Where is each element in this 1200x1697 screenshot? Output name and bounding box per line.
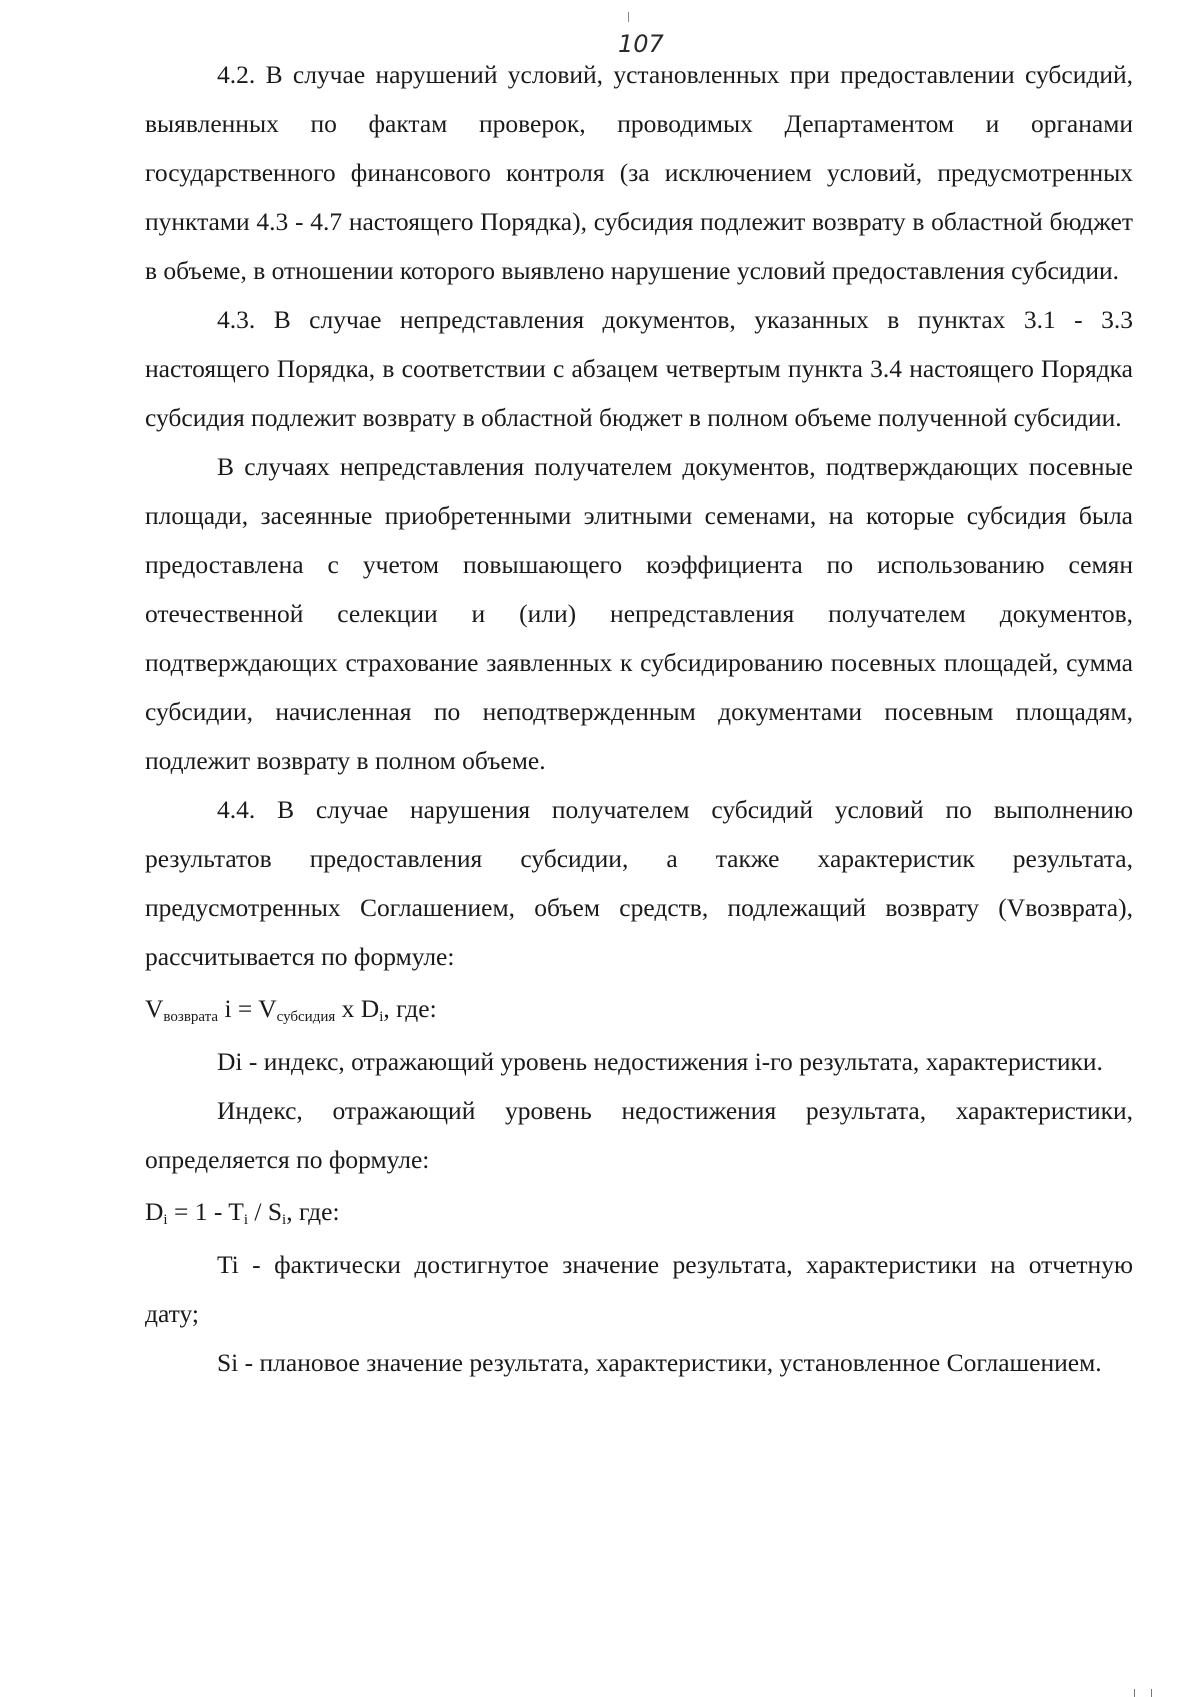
definition-si: Si - плановое значение результата, характеристики, установленное Соглашением. bbox=[217, 1348, 1102, 1377]
formula-v-return: $V_{возврата}$ $i = V_{субсидия}$ x $D_i$, где: bbox=[145, 994, 437, 1025]
formula-di: $D_i = 1 - T_i / S_i$, где: bbox=[145, 1197, 340, 1228]
scan-tick-mark bbox=[628, 12, 629, 22]
paragraph-4-3: 4.3. В случае непредставления документов, указанных в пунктах 3.1 - 3.3 настоящего Порядка, в соответствии с абзацем четвертым пункта 3.4 настоящего Порядка субсидия подлежит возврату в областной бюджет в полном объеме полученной субсидии. bbox=[145, 305, 1133, 432]
scan-edge-mark bbox=[1134, 1689, 1152, 1697]
paragraph-4-4: 4.4. В случае нарушения получателем субсидий условий по выполнению результатов предоставления субсидии, а также характеристик результата, предусмотренных Соглашением, объем средств, подлежащий возврату (Vвозврата), рассчитывается по формуле: bbox=[145, 795, 1133, 971]
paragraph-4-2: 4.2. В случае нарушений условий, установленных при предоставлении субсидий, выявленных по фактам проверок, проводимых Департаментом и органами государственного финансового контроля (за исключением условий, предусмотренных пунктами 4.3 - 4.7 настоящего Порядка), субсидия подлежит возврату в областной бюджет в объеме, в отношении которого выявлено нарушение условий предоставления субсидии. bbox=[145, 60, 1133, 285]
document-body bbox=[145, 50, 1133, 1387]
page-number: 107 bbox=[618, 30, 664, 58]
definition-ti: Ti - фактически достигнутое значение результата, характеристики на отчетную дату; bbox=[145, 1250, 1133, 1328]
definition-di: Di - индекс, отражающий уровень недостижения i-го результата, характеристики. bbox=[217, 1047, 1103, 1076]
paragraph-4-3-continuation: В случаях непредставления получателем документов, подтверждающих посевные площади, засеянные приобретенными элитными семенами, на которые субсидия была предоставлена с учетом повышающего коэффициента по использованию семян отечественной селекции и (или) непредставления получателем документов, подтверждающих страхование заявленных к субсидированию посевных площадей, сумма субсидии, начисленная по неподтвержденным документами посевным площадям, подлежит возврату в полном объеме. bbox=[145, 452, 1133, 775]
index-formula-intro: Индекс, отражающий уровень недостижения результата, характеристики, определяется по формуле: bbox=[145, 1096, 1133, 1174]
